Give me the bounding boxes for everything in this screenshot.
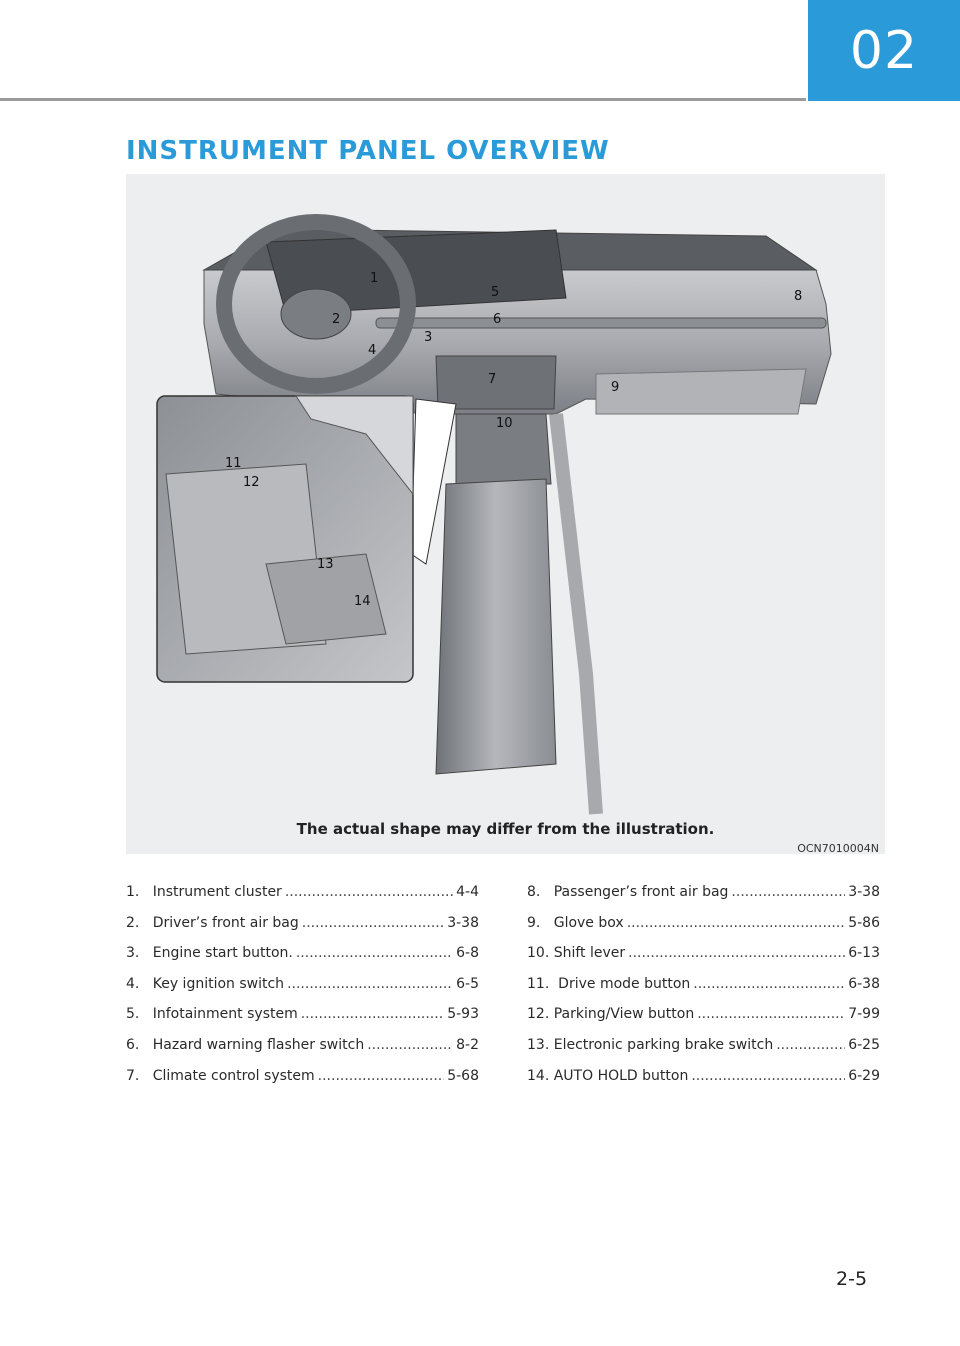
figure-caption: The actual shape may differ from the illustration. <box>296 820 715 838</box>
section-title: INSTRUMENT PANEL OVERVIEW <box>126 136 610 166</box>
callout-2: 2 <box>332 312 341 327</box>
item-list-right <box>527 884 880 1098</box>
instrument-panel-illustration <box>126 174 885 854</box>
callout-4: 4 <box>368 343 377 358</box>
callout-7: 7 <box>488 372 497 387</box>
header-rule <box>0 98 806 101</box>
list-item: 1. Instrument cluster ..... 4-4 <box>126 884 479 915</box>
chapter-tab <box>808 0 960 101</box>
callout-3: 3 <box>424 330 433 345</box>
list-item: 9. Glove box ..... 5-86 <box>527 915 880 946</box>
dashboard-drawing <box>126 174 885 854</box>
list-item: 13. Electronic parking brake switch ..... 6-25 <box>527 1037 880 1068</box>
list-item: 10. Shift lever ..... 6-13 <box>527 945 880 976</box>
callout-8: 8 <box>794 289 803 304</box>
callout-6: 6 <box>493 312 502 327</box>
callout-5: 5 <box>491 285 500 300</box>
list-item: 4. Key ignition switch ..... 6-5 <box>126 976 479 1007</box>
list-item: 3. Engine start button. ..... 6-8 <box>126 945 479 976</box>
list-item: 12. Parking/View button ..... 7-99 <box>527 1006 880 1037</box>
chapter-number: 02 <box>849 20 919 81</box>
list-item: 14. AUTO HOLD button ..... 6-29 <box>527 1068 880 1099</box>
callout-14: 14 <box>354 594 371 609</box>
page-number: 2-5 <box>836 1268 868 1290</box>
callout-9: 9 <box>611 380 620 395</box>
list-item: 11. Drive mode button ..... 6-38 <box>527 976 880 1007</box>
list-item: 2. Driver’s front air bag ..... 3-38 <box>126 915 479 946</box>
list-item: 8. Passenger’s front air bag ..... 3-38 <box>527 884 880 915</box>
callout-10: 10 <box>496 416 513 431</box>
callout-1: 1 <box>370 271 379 286</box>
figure-code: OCN7010004N <box>797 842 879 854</box>
callout-12: 12 <box>243 475 260 490</box>
callout-11: 11 <box>225 456 242 471</box>
callout-13: 13 <box>317 557 334 572</box>
list-item: 7. Climate control system ..... 5-68 <box>126 1068 479 1099</box>
list-item: 5. Infotainment system ..... 5-93 <box>126 1006 479 1037</box>
list-item: 6. Hazard warning flasher switch ..... 8-2 <box>126 1037 479 1068</box>
item-list-left <box>126 884 479 1098</box>
